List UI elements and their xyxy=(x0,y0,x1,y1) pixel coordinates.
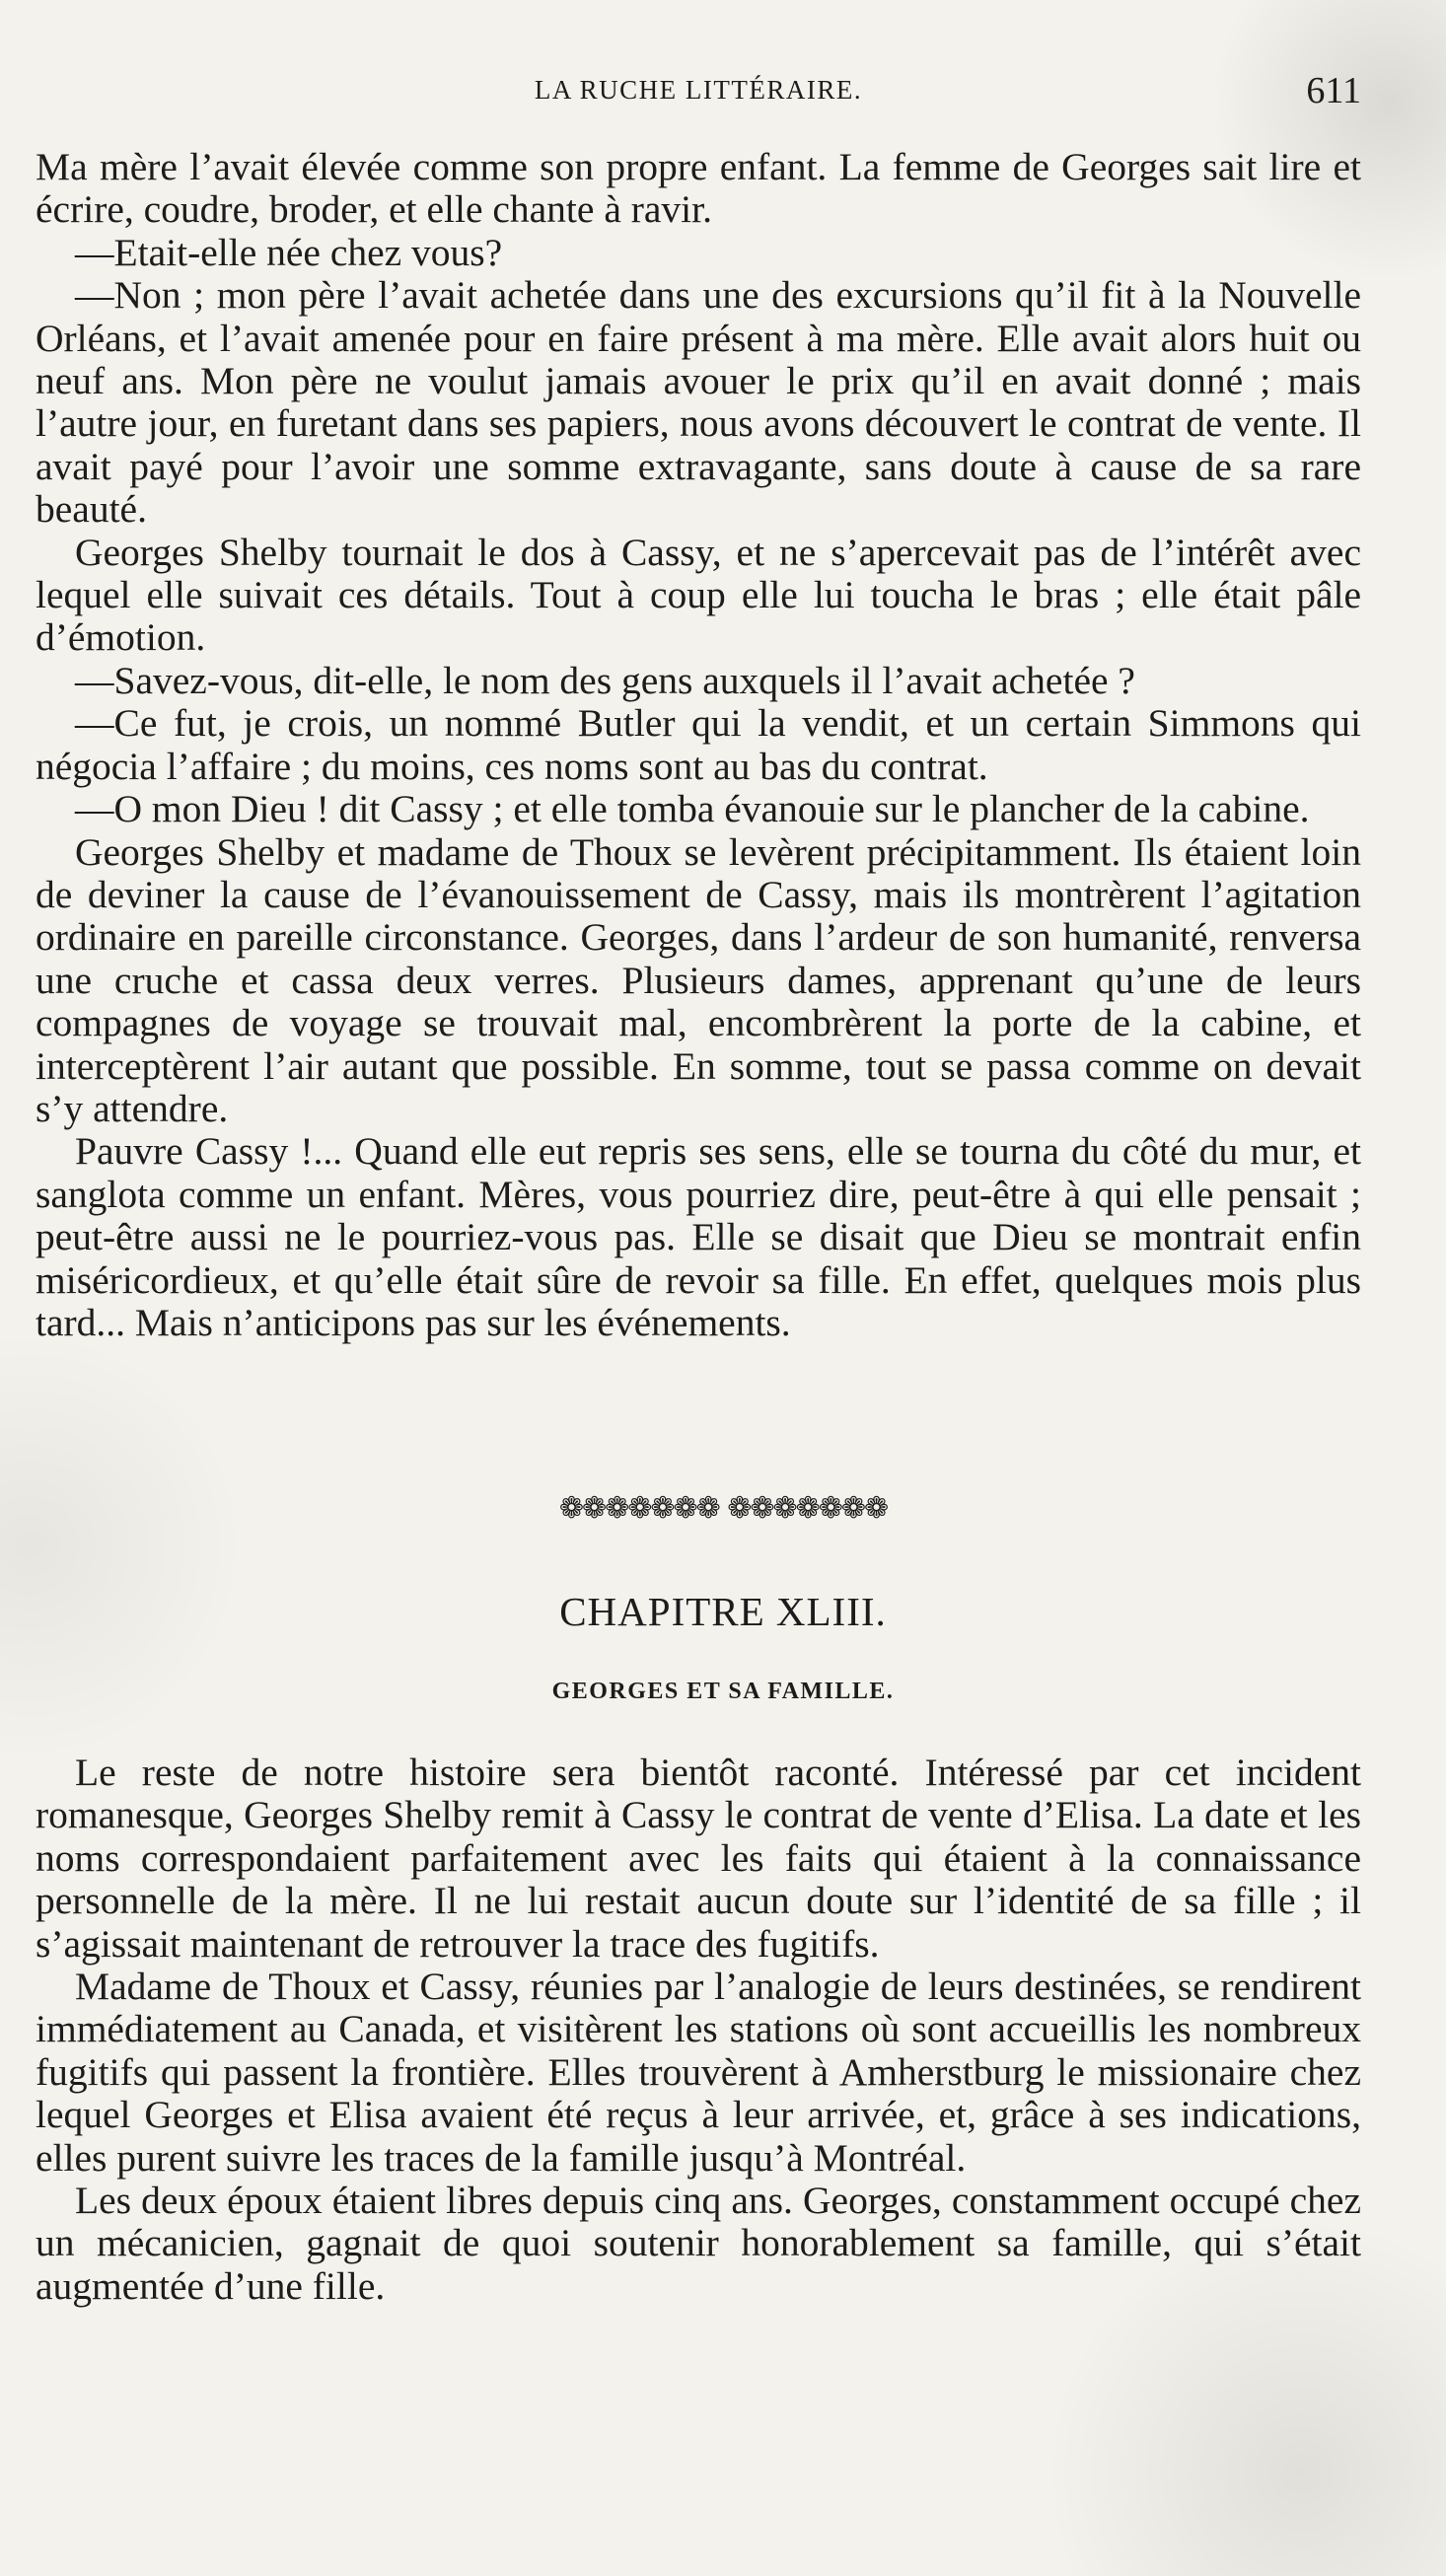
paragraph: —Ce fut, je crois, un nommé Butler qui la vendit, et un certain Simmons qui négocia l’affaire ; du moins, ces noms sont au bas du contrat. xyxy=(36,701,1361,788)
paragraph: —Savez-vous, dit-elle, le nom des gens auxquels il l’avait achetée ? xyxy=(75,658,1135,702)
paragraph: Pauvre Cassy !... Quand elle eut repris ses sens, elle se tourna du côté du mur, et sanglota comme un enfant. Mères, vous pourriez dire, peut-être à qui elle pensait ; peut-être aussi ne le pourriez-vous pas. Elle se disait que Dieu se montrait enfin miséricordieux, et qu’elle était sûre de revoir sa fille. En effet, quelques mois plus tard... Mais n’anticipons pas sur les événements. xyxy=(36,1129,1361,1344)
paragraph: —Etait-elle née chez vous? xyxy=(75,230,503,274)
paragraph: Georges Shelby tournait le dos à Cassy, et ne s’apercevait pas de l’intérêt avec lequel elle suivait ces détails. Tout à coup elle lui toucha le bras ; elle était pâle d’émotion. xyxy=(36,530,1361,660)
running-header xyxy=(36,69,1361,111)
paragraph: —O mon Dieu ! dit Cassy ; et elle tomba évanouie sur le plancher de la cabine. xyxy=(75,787,1310,831)
chapter-title: CHAPITRE XLIII. xyxy=(559,1589,887,1634)
page-number: 611 xyxy=(1306,70,1361,111)
running-title: LA RUCHE LITTÉRAIRE. xyxy=(534,75,863,105)
paragraph: Madame de Thoux et Cassy, réunies par l’analogie de leurs destinées, se rendirent immédiatement au Canada, et visitèrent les stations où sont accueillis les nombreux fugitifs qui passent la frontière. Elles trouvèrent à Amherstburg le missionaire chez lequel Georges et Elisa avaient été reçus à leur arrivée, et, grâce à ses indications, elles purent suivre les traces de la famille jusqu’à Montréal. xyxy=(36,1965,1361,2180)
paragraph: Les deux époux étaient libres depuis cinq ans. Georges, constamment occupé chez un mécanicien, gagnait de quoi soutenir honorablement sa famille, qui s’était augmentée d’une fille. xyxy=(36,2179,1361,2308)
chapter-subtitle: GEORGES ET SA FAMILLE. xyxy=(551,1679,895,1704)
paragraph: Le reste de notre histoire sera bientôt raconté. Intéressé par cet incident romanesque, Georges Shelby remit à Cassy le contrat de vente d’Elisa. La date et les noms correspondaient parfaitement avec les faits qui étaient à la connaissance personnelle de la mère. Il ne lui restait aucun doute sur l’identité de sa fille ; il s’agissait maintenant de retrouver la trace des fugitifs. xyxy=(36,1751,1361,1966)
text-block-bottom xyxy=(36,1752,1361,2308)
text-block-top xyxy=(36,146,1361,1344)
paragraph: —Non ; mon père l’avait achetée dans une des excursions qu’il fit à la Nouvelle Orléans, et l’avait amenée pour en faire présent à ma mère. Elle avait alors huit ou neuf ans. Mon père ne voulut jamais avouer le prix qu’il en avait donné ; mais l’autre jour, en furetant dans ses papiers, nous avons découvert le contrat de vente. Il avait payé pour l’avoir une somme extravagante, sans doute à cause de sa rare beauté. xyxy=(36,273,1361,532)
paragraph: Georges Shelby et madame de Thoux se levèrent précipitamment. Ils étaient loin de deviner la cause de l’évanouissement de Cassy, mais ils montrèrent l’agitation ordinaire en pareille circonstance. Georges, dans l’ardeur de son humanité, renversa une cruche et cassa deux verres. Plusieurs dames, apprenant qu’une de leurs compagnes de voyage se trouvait mal, encombrèrent la porte de la cabine, et interceptèrent l’air autant que possible. En somme, tout se passa comme on devait s’y attendre. xyxy=(36,829,1361,1130)
section-ornament: ❁❁❁❁❁❁❁ ❁❁❁❁❁❁❁ xyxy=(558,1491,888,1526)
paragraph: Ma mère l’avait élevée comme son propre enfant. La femme de Georges sait lire et écrire, coudre, broder, et elle chante à ravir. xyxy=(36,145,1361,232)
